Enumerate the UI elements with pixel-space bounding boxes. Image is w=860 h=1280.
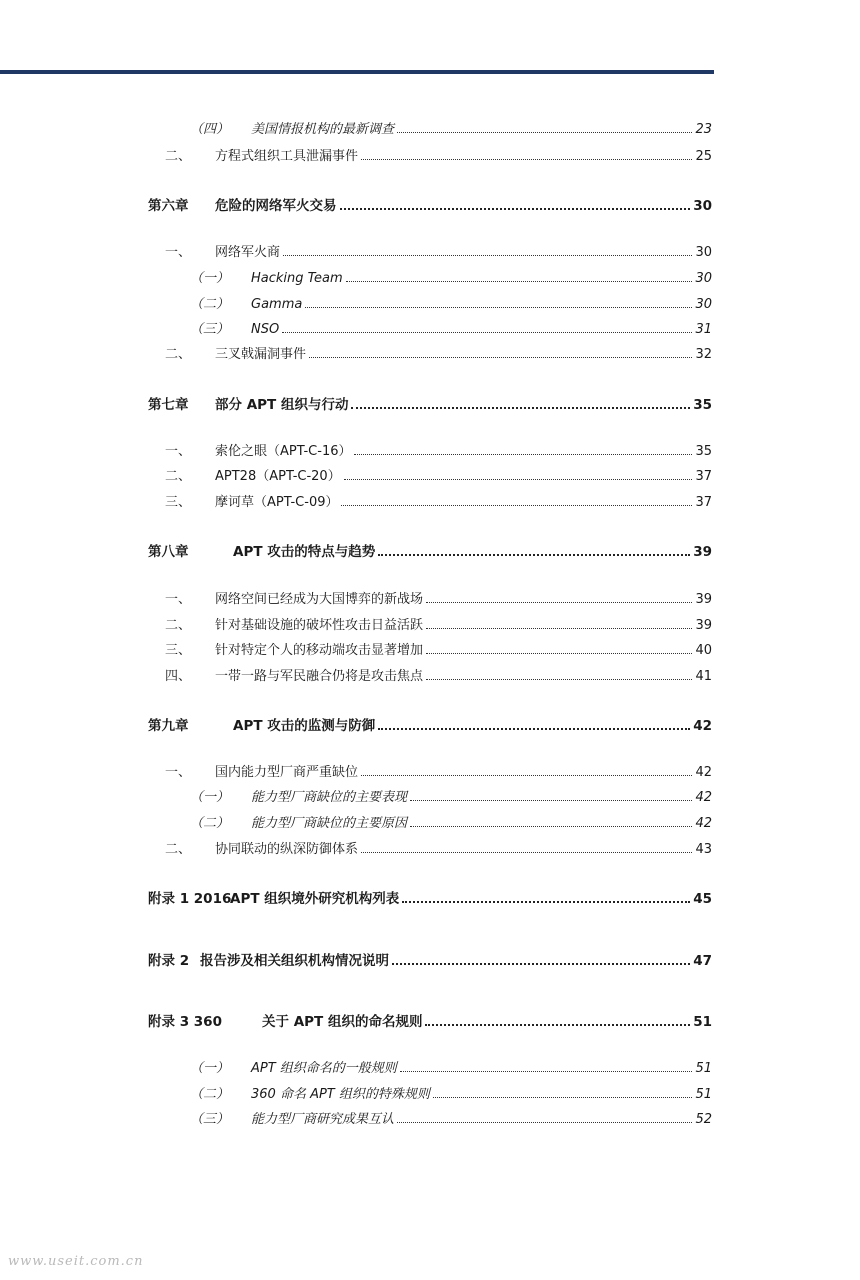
toc-entry-page-number: 51 <box>693 1014 712 1030</box>
toc-entry[interactable] <box>0 295 860 315</box>
toc-entry-number: （二） <box>190 1087 230 1102</box>
toc-entry-title: APT 攻击的监测与防御 <box>233 718 376 734</box>
toc-entry-page-number: 30 <box>695 271 712 286</box>
toc-entry-number: 二、 <box>165 469 192 484</box>
toc-entry[interactable] <box>0 1085 860 1105</box>
toc-entry-page-number: 37 <box>695 469 712 484</box>
toc-entry-number: （四） <box>190 122 230 137</box>
toc-entry-page-number: 25 <box>695 149 712 164</box>
toc-entry[interactable] <box>0 1110 860 1130</box>
toc-entry-title: APT 组织境外研究机构列表 <box>230 891 400 907</box>
toc-entry-title: 美国情报机构的最新调查 <box>251 122 395 137</box>
toc-entry-title: APT 组织命名的一般规则 <box>251 1061 397 1076</box>
toc-entry[interactable] <box>0 716 860 736</box>
toc-entry-title: 针对特定个人的移动端攻击显著增加 <box>215 643 424 658</box>
dot-leader <box>309 356 692 358</box>
toc-entry-number: 一、 <box>165 245 192 260</box>
toc-entry-number: 附录 3 360 <box>148 1014 222 1030</box>
toc-entry-page-number: 42 <box>695 816 712 831</box>
dot-leader <box>361 774 692 776</box>
toc-entry-number: （三） <box>190 322 230 337</box>
toc-entry-page-number: 30 <box>695 245 712 260</box>
toc-entry-number: 一、 <box>165 444 192 459</box>
dot-leader <box>397 1121 692 1123</box>
dot-leader <box>426 678 692 680</box>
toc-entry[interactable] <box>0 320 860 340</box>
toc-entry[interactable] <box>0 442 860 462</box>
dot-leader <box>361 851 692 853</box>
toc-entry-number: （一） <box>190 790 230 805</box>
toc-entry-number: 四、 <box>165 669 192 684</box>
toc-entry[interactable] <box>0 951 860 971</box>
toc-entry-number: 二、 <box>165 842 192 857</box>
dot-leader <box>341 504 692 506</box>
toc-entry[interactable] <box>0 889 860 909</box>
toc-entry-page-number: 30 <box>693 198 712 214</box>
toc-entry-number: （二） <box>190 816 230 831</box>
dot-leader <box>397 131 692 133</box>
toc-entry-title: 360 命名 APT 组织的特殊规则 <box>251 1087 430 1102</box>
toc-entry[interactable] <box>0 196 860 216</box>
toc-entry[interactable] <box>0 120 860 140</box>
toc-entry[interactable] <box>0 763 860 783</box>
dot-leader <box>392 962 690 965</box>
toc-entry[interactable] <box>0 467 860 487</box>
toc-entry[interactable] <box>0 493 860 513</box>
toc-entry-number: （三） <box>190 1112 230 1127</box>
dot-leader <box>354 453 692 455</box>
toc-entry-number: 三、 <box>165 495 192 510</box>
toc-entry-page-number: 47 <box>693 953 712 969</box>
toc-entry-page-number: 32 <box>695 347 712 362</box>
toc-entry[interactable] <box>0 147 860 167</box>
toc-entry-title: APT28（APT-C-20） <box>215 469 341 484</box>
dot-leader <box>402 900 690 903</box>
toc-entry-page-number: 23 <box>695 122 712 137</box>
toc-entry-title: 能力型厂商研究成果互认 <box>251 1112 395 1127</box>
toc-entry-page-number: 41 <box>695 669 712 684</box>
toc-entry[interactable] <box>0 814 860 834</box>
toc-entry-number: 二、 <box>165 347 192 362</box>
toc-entry-title: 能力型厂商缺位的主要表现 <box>251 790 408 805</box>
dot-leader <box>305 306 692 308</box>
toc-entry-page-number: 42 <box>693 718 712 734</box>
toc-entry-page-number: 35 <box>695 444 712 459</box>
toc-entry-number: （一） <box>190 1061 230 1076</box>
toc-entry[interactable] <box>0 788 860 808</box>
toc-entry-number: 第八章 <box>148 544 189 560</box>
toc-entry[interactable] <box>0 345 860 365</box>
dot-leader <box>346 280 693 282</box>
toc-entry[interactable] <box>0 840 860 860</box>
dot-leader <box>410 825 692 827</box>
dot-leader <box>283 254 692 256</box>
toc-entry-title: 索伦之眼（APT-C-16） <box>215 444 352 459</box>
toc-entry[interactable] <box>0 641 860 661</box>
toc-entry[interactable] <box>0 542 860 562</box>
toc-entry-page-number: 30 <box>695 297 712 312</box>
toc-entry-page-number: 51 <box>695 1061 712 1076</box>
dot-leader <box>340 207 691 210</box>
toc-entry-title: Gamma <box>251 297 303 312</box>
toc-entry-page-number: 31 <box>695 322 712 337</box>
dot-leader <box>351 406 690 409</box>
toc-entry-page-number: 35 <box>693 397 712 413</box>
toc-entry-title: 协同联动的纵深防御体系 <box>215 842 359 857</box>
dot-leader <box>378 553 690 556</box>
toc-entry-title: 报告涉及相关组织机构情况说明 <box>200 953 389 969</box>
toc-entry-title: 摩诃草（APT-C-09） <box>215 495 339 510</box>
toc-entry-page-number: 51 <box>695 1087 712 1102</box>
toc-entry[interactable] <box>0 1059 860 1079</box>
toc-entry[interactable] <box>0 395 860 415</box>
toc-entry-number: 一、 <box>165 592 192 607</box>
toc-entry-title: APT 攻击的特点与趋势 <box>233 544 376 560</box>
toc-entry-title: 一带一路与军民融合仍将是攻击焦点 <box>215 669 424 684</box>
toc-entry-number: 第七章 <box>148 397 189 413</box>
toc-entry-title: 国内能力型厂商严重缺位 <box>215 765 359 780</box>
toc-entry-title: NSO <box>251 322 280 337</box>
toc-entry-title: 部分 APT 组织与行动 <box>215 397 349 413</box>
toc-entry-title: 三叉戟漏洞事件 <box>215 347 307 362</box>
dot-leader <box>282 331 692 333</box>
dot-leader <box>426 652 692 654</box>
toc-entry[interactable] <box>0 1012 860 1032</box>
toc-entry-page-number: 37 <box>695 495 712 510</box>
toc-entry-page-number: 42 <box>695 790 712 805</box>
toc-entry-number: 第九章 <box>148 718 189 734</box>
toc-entry-number: 附录 1 2016 <box>148 891 232 907</box>
dot-leader <box>361 158 692 160</box>
watermark: www.useit.com.cn <box>8 1254 144 1269</box>
dot-leader <box>400 1070 693 1072</box>
header-rule <box>0 70 714 74</box>
toc-entry-number: 第六章 <box>148 198 189 214</box>
toc-entry-number: （二） <box>190 297 230 312</box>
toc-entry-page-number: 45 <box>693 891 712 907</box>
toc-entry-title: 危险的网络军火交易 <box>215 198 337 214</box>
dot-leader <box>433 1096 693 1098</box>
toc-entry-page-number: 39 <box>693 544 712 560</box>
toc-entry-title: 关于 APT 组织的命名规则 <box>262 1014 423 1030</box>
toc-entry-page-number: 43 <box>695 842 712 857</box>
toc-entry-page-number: 39 <box>695 618 712 633</box>
dot-leader <box>410 799 692 801</box>
dot-leader <box>425 1023 690 1026</box>
toc-entry-page-number: 52 <box>695 1112 712 1127</box>
dot-leader <box>378 727 690 730</box>
dot-leader <box>426 601 692 603</box>
toc-entry-title: 网络军火商 <box>215 245 281 260</box>
toc-entry-page-number: 39 <box>695 592 712 607</box>
toc-entry[interactable] <box>0 667 860 687</box>
toc-entry[interactable] <box>0 616 860 636</box>
toc-entry-page-number: 40 <box>695 643 712 658</box>
toc-entry-number: 附录 2 <box>148 953 190 969</box>
toc-entry-number: 二、 <box>165 149 192 164</box>
toc-entry-title: 网络空间已经成为大国博弈的新战场 <box>215 592 424 607</box>
toc-entry[interactable] <box>0 590 860 610</box>
toc-entry-number: （一） <box>190 271 230 286</box>
toc-entry-number: 一、 <box>165 765 192 780</box>
toc-entry-title: 能力型厂商缺位的主要原因 <box>251 816 408 831</box>
toc-entry[interactable] <box>0 243 860 263</box>
toc-entry-title: 针对基础设施的破坏性攻击日益活跃 <box>215 618 424 633</box>
toc-entry-number: 二、 <box>165 618 192 633</box>
toc-entry-title: 方程式组织工具泄漏事件 <box>215 149 359 164</box>
dot-leader <box>344 478 693 480</box>
toc-entry-title: Hacking Team <box>251 271 343 286</box>
dot-leader <box>426 627 692 629</box>
toc-entry-number: 三、 <box>165 643 192 658</box>
toc-entry[interactable] <box>0 269 860 289</box>
toc-entry-page-number: 42 <box>695 765 712 780</box>
